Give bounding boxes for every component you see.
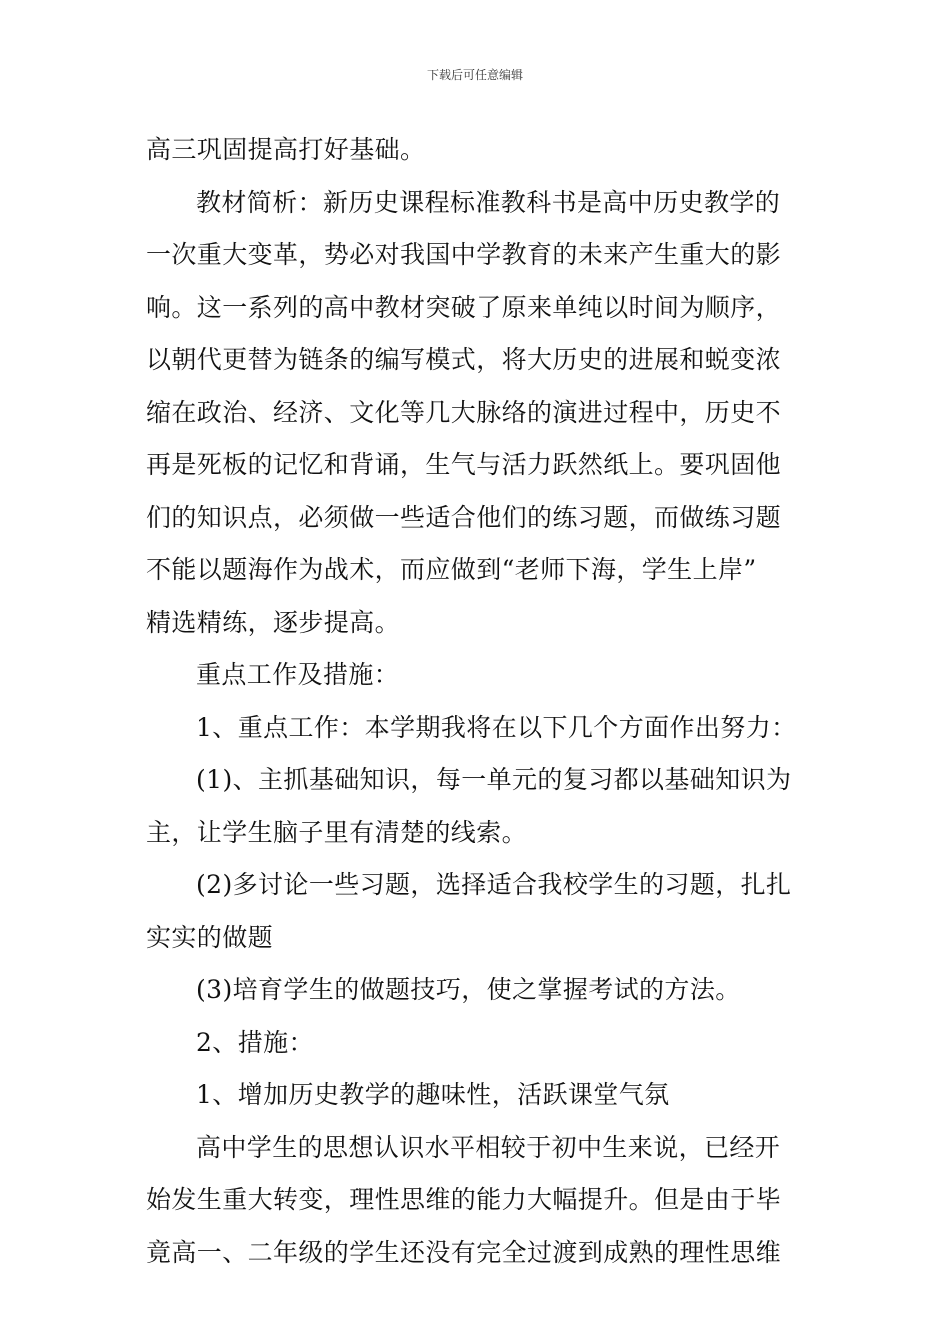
text-line: 不能以题海作为战术，而应做到“老师下海，学生上岸” [146, 555, 757, 584]
page-header-note: 下载后可任意编辑 [426, 68, 523, 82]
text-line: 响。这一系列的高中教材突破了原来单纯以时间为顺序， [146, 292, 782, 322]
text-line: 始发生重大转变，理性思维的能力大幅提升。但是由于毕 [146, 1185, 782, 1214]
text-line: (1)、主抓基础知识，每一单元的复习都以基础知识为 [196, 765, 792, 794]
text-line: 再是死板的记忆和背诵，生气与活力跃然纸上。要巩固他 [146, 450, 782, 479]
text-line: 实实的做题 [146, 922, 274, 952]
text-line: 一次重大变革，势必对我国中学教育的未来产生重大的影 [146, 240, 782, 269]
text-line: 高三巩固提高打好基础。 [146, 135, 426, 164]
text-line: 重点工作及措施： [196, 660, 400, 689]
text-line: 们的知识点，必须做一些适合他们的练习题，而做练习题 [146, 502, 782, 532]
text-line: 主，让学生脑子里有清楚的线索。 [146, 817, 528, 847]
text-line: 精选精练，逐步提高。 [146, 607, 401, 637]
text-line: 1、重点工作：本学期我将在以下几个方面作出努力： [196, 712, 797, 742]
text-line: (3)培育学生的做题技巧，使之掌握考试的方法。 [196, 975, 741, 1004]
text-line: (2)多讨论一些习题，选择适合我校学生的习题，扎扎 [196, 870, 792, 899]
text-line: 缩在政治、经济、文化等几大脉络的演进过程中，历史不 [146, 397, 782, 427]
text-line: 竟高一、二年级的学生还没有完全过渡到成熟的理性思维 [146, 1237, 782, 1267]
text-line: 2、措施： [196, 1027, 314, 1057]
text-line: 教材简析：新历史课程标准教科书是高中历史教学的 [196, 187, 781, 217]
text-line: 高中学生的思想认识水平相较于初中生来说，已经开 [196, 1132, 781, 1162]
text-line: 以朝代更替为链条的编写模式，将大历史的进展和蜕变浓 [146, 345, 782, 374]
document-body [146, 124, 816, 1279]
text-line: 1、增加历史教学的趣味性，活跃课堂气氛 [196, 1080, 670, 1109]
